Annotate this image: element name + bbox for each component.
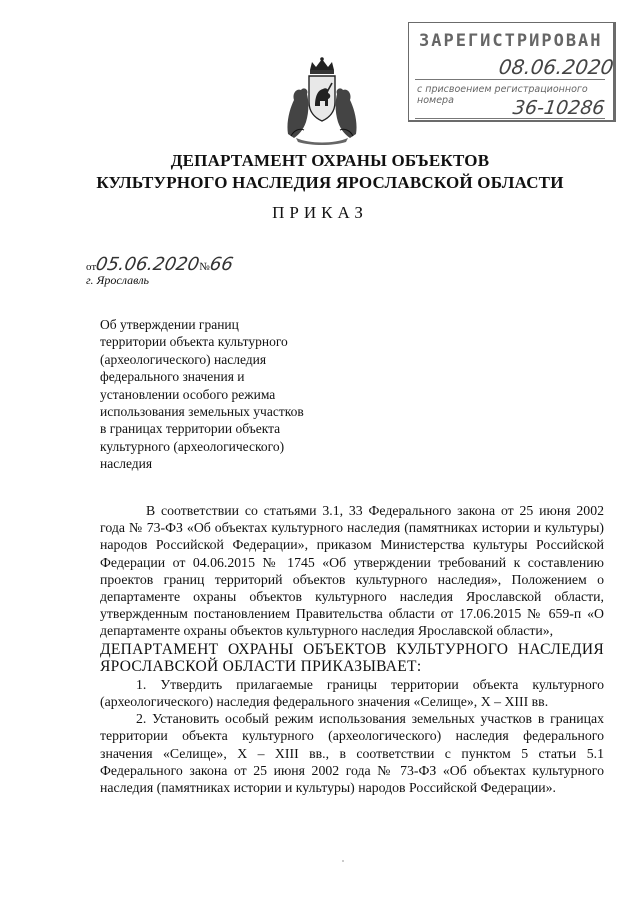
stamp-registration-number: 36-10286 — [511, 97, 607, 119]
stamp-note: с присвоением регистрационного номера — [417, 84, 588, 106]
subject-line: культурного (археологического) — [100, 438, 285, 454]
registration-stamp — [408, 22, 616, 122]
coat-of-arms-icon — [282, 56, 362, 146]
stamp-divider — [415, 79, 605, 80]
date-label: от — [86, 261, 97, 273]
order-subject — [100, 316, 370, 473]
stamp-date: 08.06.2020 — [497, 55, 616, 79]
subject-line: в границах территории объекта — [100, 421, 281, 437]
preamble-paragraph: В соответствии со статьями 3.1, 33 Федерального закона от 25 июня 2002 года № 73-ФЗ «Об объектах культурного наследия (памятниках истории и культуры) народов Российской Федерации», приказом Министерства культуры Российской Федерации от 04.06.2015 № 1745 «Об утверждении требований к составлению проектов границ территорий объектов культурного наследия», Положением о департаменте охраны объектов культурного наследия Ярославской области, утвержденным постановлением Правительства области от 17.06.2015 № 659-п «О департаменте охраны объектов культурного наследия Ярославской области», — [100, 503, 604, 639]
order-body — [100, 502, 604, 796]
department-name-line: ДЕПАРТАМЕНТ ОХРАНЫ ОБЪЕКТОВ — [170, 151, 490, 170]
department-name-line: КУЛЬТУРНОГО НАСЛЕДИЯ ЯРОСЛАВСКОЙ ОБЛАСТИ — [96, 173, 564, 192]
subject-line: (археологического) наследия — [100, 351, 267, 367]
order-dateline — [86, 254, 233, 275]
subject-line: Об утверждении границ — [100, 317, 239, 332]
number-label: № — [199, 261, 210, 273]
stamp-title: ЗАРЕГИСТРИРОВАН — [419, 31, 603, 51]
subject-line: наследия — [100, 456, 153, 472]
order-date: 05.06.2020 — [94, 254, 202, 275]
subject-line: территории объекта культурного — [100, 334, 288, 350]
subject-line: федерального значения и — [100, 369, 245, 385]
subject-line: использования земельных участков — [100, 404, 304, 420]
order-number: 66 — [207, 254, 235, 275]
order-item-2: 2. Установить особый режим использования земельных участков в границах территории объекта культурного (археологического) наследия федерального значения «Селище», X – XIII вв., в соответствии с пунктом 5 статьи 5.1 Федерального закона от 25 июня 2002 года № 73-ФЗ «Об объектах культурного наследия (памятниках истории и культуры) народов Российской Федерации». — [100, 711, 604, 796]
scan-speck — [342, 860, 344, 862]
document-type-title: ПРИКАЗ — [272, 203, 368, 222]
order-item-1: 1. Утвердить прилагаемые границы территории объекта культурного (археологического) наследия федерального значения «Селище», X – XIII вв. — [100, 676, 604, 710]
decree-statement: ДЕПАРТАМЕНТ ОХРАНЫ ОБЪЕКТОВ КУЛЬТУРНОГО НАСЛЕДИЯ ЯРОСЛАВСКОЙ ОБЛАСТИ ПРИКАЗЫВАЕТ: — [100, 640, 604, 676]
department-name — [60, 150, 600, 194]
city: г. Ярославль — [86, 273, 150, 287]
subject-line: установлении особого режима — [100, 386, 276, 402]
